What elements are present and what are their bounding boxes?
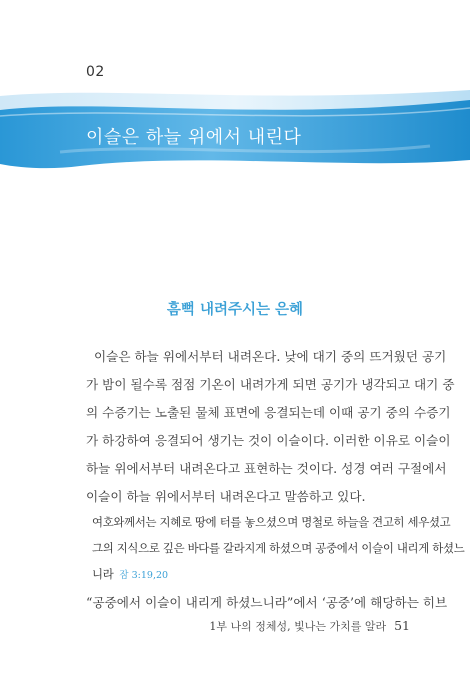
page-number: 51 (394, 618, 410, 633)
body-line: 의 수증기는 노출된 물체 표면에 응결되는데 이때 공기 중의 수증기 (86, 405, 451, 420)
body-line: 이슬은 하늘 위에서부터 내려온다. 낮에 대기 중의 뜨거웠던 공기 (94, 349, 447, 364)
section-heading: 흠뻑 내려주시는 은혜 (166, 302, 304, 318)
body-line: 가 밤이 될수록 점점 기온이 내려가게 되면 공기가 냉각되고 대기 중 (86, 377, 455, 392)
quote-line: 여호와께서는 지혜로 땅에 터를 놓으셨으며 명철로 하늘을 견고히 세우셨고 (92, 515, 451, 529)
quote-line: 니라 (92, 567, 114, 581)
page-footer (209, 618, 410, 634)
continuation-line: “공중에서 이슬이 내리게 하셨느니라”에서 ‘공중’에 해당하는 히브 (86, 595, 448, 610)
quote-last-line (92, 566, 410, 582)
chapter-number: 02 (86, 64, 105, 80)
quote-line: 그의 지식으로 깊은 바다를 갈라지게 하셨으며 공중에서 이슬이 내리게 하셨느 (92, 541, 465, 555)
running-title: 1부 나의 정체성, 빛나는 가치를 알라 (209, 620, 387, 633)
body-line: 하늘 위에서부터 내려온다고 표현하는 것이다. 성경 여러 구절에서 (86, 461, 447, 476)
body-line: 가 하강하여 응결되어 생기는 것이 이슬이다. 이러한 이유로 이슬이 (86, 433, 451, 448)
body-line: 이슬이 하늘 위에서부터 내려온다고 말씀하고 있다. (86, 489, 366, 504)
scripture-reference: 잠 3:19,20 (119, 570, 169, 581)
chapter-title: 이슬은 하늘 위에서 내린다 (86, 127, 302, 148)
